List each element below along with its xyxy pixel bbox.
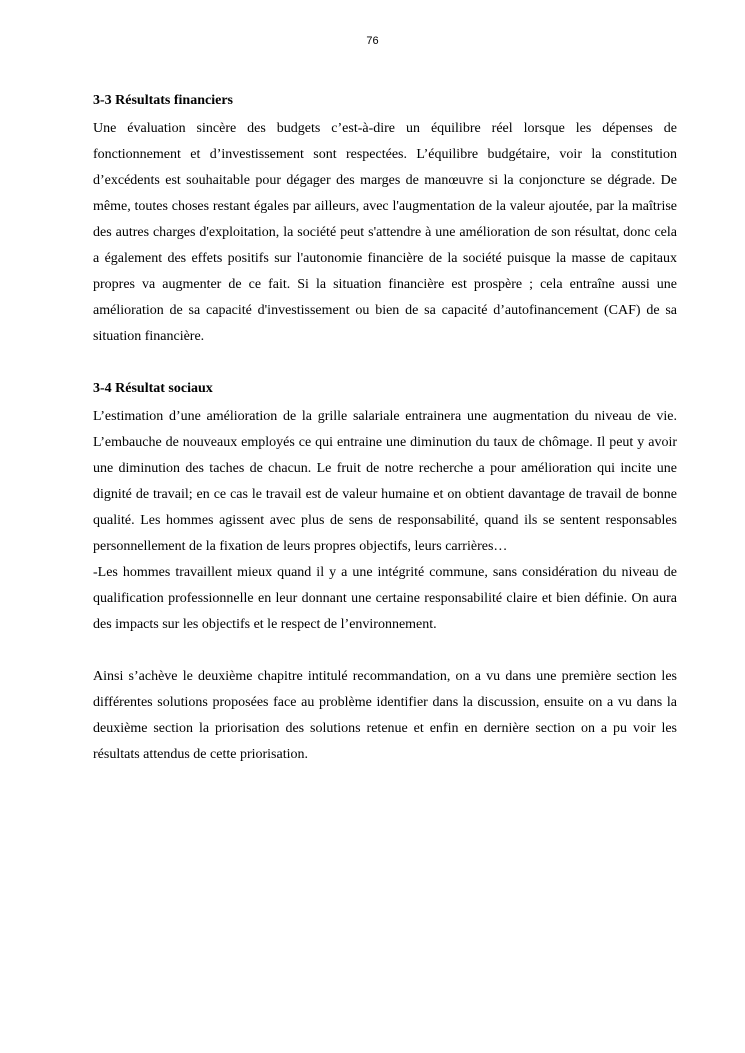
paragraph-social-results-continued: -Les hommes travaillent mieux quand il y a une intégrité commune, sans considération du niveau de qualification professionnelle en leur donnant une certaine responsabilité claire et bien définie. On aura des impacts sur les objectifs et le respect de l’environnement. [93,565,677,632]
section-gap [93,350,677,376]
section-heading-social-results: 3-4 Résultat sociaux [93,381,213,396]
page-number: 76 [366,35,379,47]
section-gap [93,638,677,664]
paragraph-conclusion: Ainsi s’achève le deuxième chapitre intitulé recommandation, on a vu dans une première section les différentes solutions proposées face au problème identifier dans la discussion, ensuite on a vu dans la deuxième section la priorisation des solutions retenue et enfin en dernière section on a pu voir les résultats attendus de cette priorisation. [93,669,677,762]
page-content [93,88,677,768]
paragraph-financial-results: Une évaluation sincère des budgets c’est-à-dire un équilibre réel lorsque les dépenses de fonctionnement et d’investissement sont respectées. L’équilibre budgétaire, voir la constitution d’excédents est souhaitable pour dégager des marges de manœuvre si la conjoncture se dégrade. De même, toutes choses restant égales par ailleurs, avec l'augmentation de la valeur ajoutée, par la maîtrise des autres charges d'exploitation, la société peut s'attendre à une amélioration de son résultat, donc cela a également des effets positifs sur l'autonomie financière de la société puisque la masse de capitaux propres va augmenter de ce fait. Si la situation financière est prospère ; cela entraîne aussi une amélioration de sa capacité d'investissement ou bien de sa capacité d’autofinancement (CAF) de sa situation financière. [93,121,677,344]
section-heading-financial-results: 3-3 Résultats financiers [93,93,233,108]
paragraph-social-results: L’estimation d’une amélioration de la grille salariale entrainera une augmentation du niveau de vie. L’embauche de nouveaux employés ce qui entraine une diminution du taux de chômage. Il peut y avoir une diminution des taches de chacun. Le fruit de notre recherche a pour amélioration qui incite une dignité de travail; en ce cas le travail est de valeur humaine et on obtient davantage de travail de bonne qualité. Les hommes agissent avec plus de sens de responsabilité, quand ils se sentent responsables personnellement de la fixation de leurs propres objectifs, leurs carrières… [93,409,677,554]
